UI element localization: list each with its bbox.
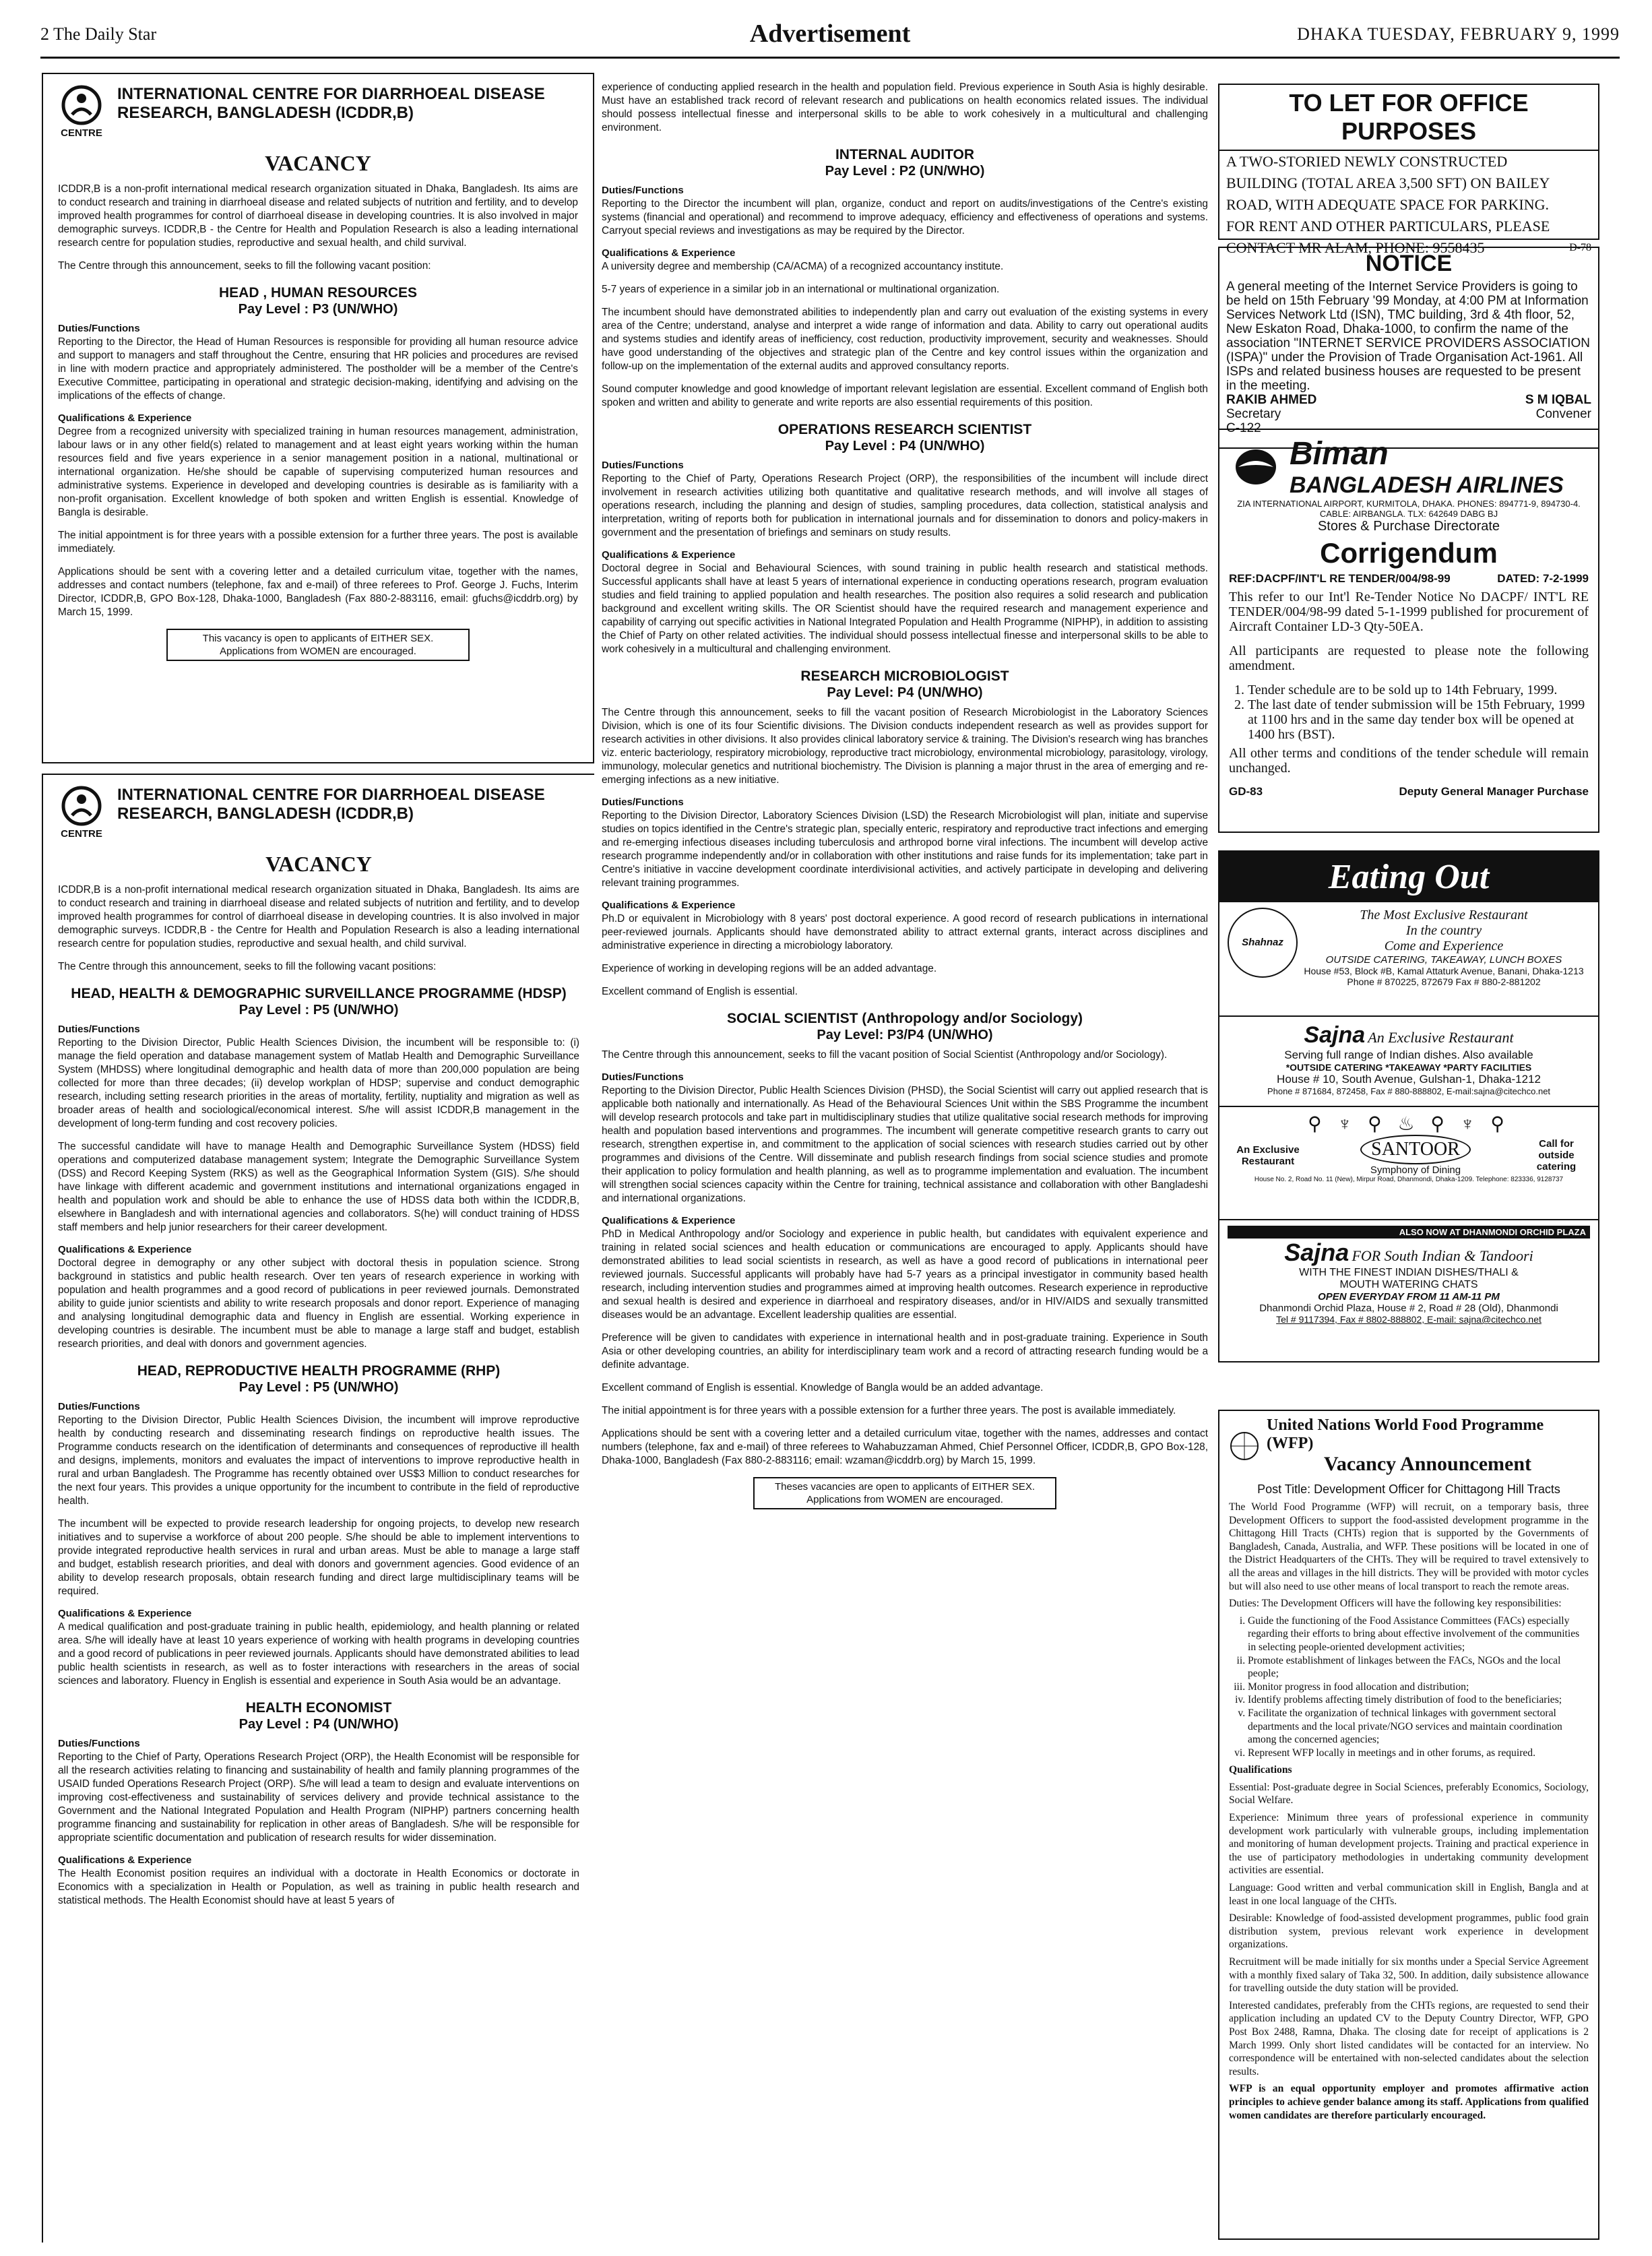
shahnaz-logo: Shahnaz xyxy=(1228,908,1298,978)
biman-bird-icon xyxy=(1229,447,1283,487)
icddrb-logo-icon xyxy=(61,786,102,826)
wfp-apply: Interested candidates, preferably from the CHTs regions, are requested to send their application including an updated CV to the Deputy Country Director, WFP, GPO Post Box 2488, Ramna, Dhaka. The closing date for receipt of applications is 2 March 1999. Only short listed candidates will be contacted for an interview. No correspondence will be entertained with non-selected candidates about the selection results. xyxy=(1229,1999,1589,2077)
duties-text: Reporting to the Chief of Party, Operations Research Project (ORP), the Health Economist will be responsible for all the research activities relating to financing and sustainability of health and family planning programmes of the USAID funded Operations Research Project (ORP). S/he will lead a team to design and evaluate interventions on improving cost-effectiveness and sustainability of services delivery and provide technical assistance to the Government and the National Integrated Population and Health Program (NIPHP) partners concerning health programme financing and sustainability for replication in other areas of Bangladesh. S/he will be responsible for appropriate scientific documentation and publication of research results for wider dissemination. xyxy=(58,1751,579,1844)
duties-heading: Duties/Functions xyxy=(602,796,684,808)
intro-text: The Centre through this announcement, seeks to fill the vacant position of Research Microbiologist in the Laboratory Sciences Division, which is one of its four Scientific divisions. The Division conducts independent research as well as provides support for research activities in other divisions. It also provides clinical laboratory service & training. The Division's research wing has branches viz. enteric bacteriology, respiratory microbiology, reproductive tract microbiology, environmental microbiology, parasitology, virology, immunology, molecular genetics and nutritional biochemistry. The Division is planning a major thrust in the area of emerging and re-emerging infections as a new initiative. xyxy=(602,707,1208,786)
wfp-language: Language: Good written and verbal communication skill in English, Bangla and at least in one local language of the CHTs. xyxy=(1229,1882,1589,1907)
wfp-title: United Nations World Food Programme (WFP) xyxy=(1267,1416,1544,1452)
job-pay: Pay Level : P4 (UN/WHO) xyxy=(239,1717,399,1732)
wfp-experience: Experience: Minimum three years of professional experience in community development work particularly with vulnerable groups, including implementation and monitoring of human development projects. Training and practical experience in the use of participatory methodologies in undertaking community development activities are essential. xyxy=(1229,1812,1589,1877)
tolet-title: TO LET FOR OFFICE PURPOSES xyxy=(1219,85,1598,151)
equal-note: Theses vacancies are open to applicants of EITHER SEX. Applications from WOMEN are encouraged. xyxy=(753,1477,1056,1509)
vacancy-heading: VACANCY xyxy=(265,852,372,876)
job-pay: Pay Level: P4 (UN/WHO) xyxy=(827,685,983,700)
restaurant-santoor: ⚲ ♆ ⚲ ♨ ⚲ ♆ ⚲ An Exclusive Restaurant SANTOOR Symphony of Dining Call for outside catering House No. 2, Road No. 11 (New), Mirpur Road, Dhanmondi, Dhaka-1209. Telephone: 823336, 9128737 xyxy=(1219,1107,1598,1220)
wfp-qual-heading: Qualifications xyxy=(1229,1764,1292,1776)
job-title: HEAD, REPRODUCTIVE HEALTH PROGRAMME (RHP) xyxy=(137,1363,501,1379)
quals-text: A medical qualification and post-graduate training in public health, epidemiology, and health planning or related area. S/he will ideally have at least 10 years experience of working with health programs in developing countries and a good record of publications in peer reviewed journals. Applicants should have demonstrated abilities to lead public health scientists in research, as well as to foster interactions with researchers in the areas of social sciences and laboratory. Fluency in English is essential and experience in South Asia would be an advantage. xyxy=(58,1621,579,1687)
biman-p3: All other terms and conditions of the tender schedule will remain unchanged. xyxy=(1229,746,1589,776)
org-name: INTERNATIONAL CENTRE FOR DIARRHOEAL DISEASE RESEARCH, BANGLADESH (ICDDR,B) xyxy=(117,85,545,122)
quals-text: Doctoral degree in demography or any other subject with doctoral thesis in population science. Strong background in statistics and public health research. Over ten years of research experience in working with population and health programmes and a good record of publications in peer reviewed journals. Demonstrated ability to guide junior scientists and ability to write research proposals and donor report. Experience of managing and analysing longitudinal demographic data and fluency in English are essential. Working experience in developing countries is desirable. The incumbent must be able to manage a large staff and budget, establish research priorities, and deal with donors and government agencies. xyxy=(58,1257,579,1350)
term-text: The initial appointment is for three years with a possible extension for a further three years. The post is available immediately. xyxy=(58,530,578,555)
page-header xyxy=(40,19,1620,59)
org-intro: ICDDR,B is a non-profit international medical research organization situated in Dhaka, Bangladesh. Its aims are to conduct research and training in diarrhoeal disease and related subjects of nutrition and fertility, and to develop improved health programmes for control of diarrhoeal disease in developing countries. It is also involved in major demographic surveys. ICDDR,B - the Centre for Health and Population Research is also a leading international research centre for population studies, reproductive and sexual health, and child survival. xyxy=(58,884,579,949)
job-pay: Pay Level : P4 (UN/WHO) xyxy=(825,439,985,453)
quals-text: Sound computer knowledge and good knowledge of important relevant legislation are essential. Excellent command of English both spoken and written and ability to generate and write reports are also essential requirements of this position. xyxy=(602,383,1208,408)
un-emblem-icon xyxy=(1229,1431,1260,1462)
duties-text: Reporting to the Division Director, Laboratory Sciences Division (LSD) the Research Microbiologist will plan, initiate and supervise studies on topics identified in the Centre's strategic plan, specially enteric, respiratory and reproductive tract infections and emerging and re-emerging infectious diseases including tuberculosis and arthropod borne viral infections. The incumbent will develop active research programme independently and/or in collaboration with other institutions and raise funds for its implementation; take part in Centre's initiative in vaccine development coordinate interdivisional activities, and actively participate in developing and delivering relevant training programmes. xyxy=(602,810,1208,889)
continued-text: experience of conducting applied research in the health and population field. Previous experience in South Asia is highly desirable. Must have an established track record of relevant research and publications on health economics related issues. The individual should possess intellectual finesse and interpersonal skills to be able to work cohesively in a multicultural and challenging environment. xyxy=(602,82,1208,133)
restaurant-shahnaz: Shahnaz The Most Exclusive Restaurant In the country Come and Experience OUTSIDE CATERING, TAKEAWAY, LUNCH BOXES House #53, Block #B, Kamal Attaturk Avenue, Banani, Dhaka-1213 Phone # 870225, 872679 Fax # 880-2-881202 xyxy=(1219,902,1598,1017)
duties-text: The successful candidate will have to manage Health and Demographic Surveillance System (HDSS) field operations and computerized database management system; Integrate the Demographic Surveillance System (DSS) and Record Keeping System (RKS) as well as the Geographical Information System (GIS). S/he should have linkage with different academic and government institutions and international organizations engaged in health and population work and should be able to enhance the use of HDSS data both within the ICDDR,B, elsewhere in Bangladesh and with international agencies and collaborators. S(he) will conduct training of HDSS staff members and help junior researchers for their career development. xyxy=(58,1141,579,1233)
job-pay: Pay Level: P3/P4 (UN/WHO) xyxy=(817,1028,993,1042)
quals-text: Doctoral degree in Social and Behavioural Sciences, with sound training in public health research and statistical methods. Successful applicants shall have at least 5 years of international experience in conducting operations research, program evaluation studies and field training to applied population and health researches. The position also requires a solid research and publication background and excellent writing skills. The OR Scientist should have the required research and management experience and capability of carrying out specific activities in National Integrated Population and Health Programme (NIPHP), in addition to assisting the Chief of Party on other related activities. The individual should possess intellectual finesse and interpersonal skills to be able to work cohesively in a multicultural and challenging environment. xyxy=(602,563,1208,655)
quals-heading: Qualifications & Experience xyxy=(58,1244,192,1255)
santoor-logo: SANTOOR xyxy=(1360,1135,1471,1164)
wfp-equal-opportunity: WFP is an equal opportunity employer and promotes affirmative action principles to achieve gender balance among its staff. Applications from qualified women candidates are therefore particularly encouraged. xyxy=(1229,2083,1589,2121)
tolet-line: FOR RENT AND OTHER PARTICULARS, PLEASE xyxy=(1226,218,1550,234)
quals-text: PhD in Medical Anthropology and/or Sociology and experience in public health, but candidates with equivalent experience and training in related social sciences and health education or communications are encouraged to apply. Applicants should have demonstrated abilities to lead social scientists in research, as well as have a good record of publications in international peer reviewed journals. Successful applicants will probably have had 5-7 years as a principal investigator in community based health research, including intervention studies and programmes aimed at improving health outcomes. Research experience in reproductive and sexual health is desired and experience in diarrhoeal and respiratory diseases, and/or in HIV/AIDS and sexually transmitted diseases would be an advantage. Excellent leadership qualities are essential. xyxy=(602,1228,1208,1321)
wfp-duties: Duties: The Development Officers will have the following key responsibilities: xyxy=(1229,1598,1562,1610)
announce: The Centre through this announcement, seeks to fill the following vacant position: xyxy=(58,260,431,272)
tolet-line: A TWO-STORIED NEWLY CONSTRUCTED xyxy=(1226,153,1508,170)
apply-text: Applications should be sent with a covering letter and a detailed curriculum vitae, together with the names, addresses and contact numbers (telephone, fax and e-mail) of three referees to Prof. George J. Fuchs, Interim Director, ICDDR,B, GPO Box-128, Dhaka-1000, Bangladesh (Fax 880-2-883116, email: gfuchs@icddrb.org) by March 15, 1999. xyxy=(58,566,578,618)
duties-text: The incumbent will be expected to provide research leadership for ongoing projects, to develop new research initiatives and to supervise a workforce of about 200 people. S/he should be able to implement interventions to provide integrated reproductive health services in rural and urban areas. Must be able to manage a large staff and budget, establish research priorities, and deal with donors and government agencies. Good evidence of an ability to develop research proposals, obtain research funding and direct large multidisciplinary teams will be required. xyxy=(58,1518,579,1597)
notice-sign: Secretary Convener xyxy=(1226,407,1591,421)
icddrb-ad-hr xyxy=(42,73,594,763)
apply-text: Applications should be sent with a covering letter and a detailed curriculum vitae, together with the names, addresses and contact numbers (telephone, fax and e-mail) of three referees to Wahabuzzaman Ahmed, Chief Personnel Officer, ICDDR,B, GPO Box-128, Dhaka-1000, Bangladesh (Fax 880-2-883116; email: wzaman@icddrb.org) by March 15, 1999. xyxy=(602,1428,1208,1466)
biman-dir: Stores & Purchase Directorate xyxy=(1317,519,1500,534)
quals-heading: Qualifications & Experience xyxy=(58,1608,192,1619)
quals-heading: Qualifications & Experience xyxy=(602,549,736,561)
duties-heading: Duties/Functions xyxy=(58,323,140,334)
eating-out-ad xyxy=(1218,850,1599,1362)
wfp-essential: Essential: Post-graduate degree in Social Sciences, preferably Economics, Sociology, Social Welfare. xyxy=(1229,1781,1589,1807)
biman-item: 2. The last date of tender submission will be 15th February, 1999 at 1100 hrs and in the same day tender box will be opened at 1400 hrs (BST). xyxy=(1248,697,1589,742)
biman-addr: ZIA INTERNATIONAL AIRPORT, KURMITOLA, DHAKA. PHONES: 894771-9, 894730-4. xyxy=(1237,499,1581,509)
duties-heading: Duties/Functions xyxy=(602,460,684,471)
duties-heading: Duties/Functions xyxy=(58,1738,140,1749)
job-pay: Pay Level : P5 (UN/WHO) xyxy=(239,1003,399,1017)
announce: The Centre through this announcement, seeks to fill the following vacant positions: xyxy=(58,961,437,972)
icddrb-ad-column2 xyxy=(602,81,1208,2237)
duties-heading: Duties/Functions xyxy=(602,1071,684,1083)
job-pay: Pay Level : P3 (UN/WHO) xyxy=(238,302,398,317)
page-number: 2 The Daily Star xyxy=(40,24,157,44)
job-title: RESEARCH MICROBIOLOGIST xyxy=(800,668,1009,684)
icddrb-logo-icon xyxy=(61,85,102,125)
notice-body: A general meeting of the Internet Service Providers is going to be held on 15th February '99 Monday, at 4:00 PM at Information Services Network Ltd (ISN), TMC building, 3rd & 4th floor, 52, New Eskaton Road, Dhaka-1000, to confirm the name of the association "INTERNET SERVICE PROVIDERS ASSOCIATION (ISPA)" under the Provision of Trade Organisation Act-1961. All ISPs and related business houses are requested to be present in the meeting. xyxy=(1226,280,1590,393)
job-title: HEAD , HUMAN RESOURCES xyxy=(218,285,418,301)
biman-item: 1. Tender schedule are to be sold up to 14th February, 1999. xyxy=(1248,683,1589,697)
wfp-intro: The World Food Programme (WFP) will recruit, on a temporary basis, three Development Officers to support the food-assisted development programme in the Chittagong Hill Tracts (CHTs) region that is supported by the Governments of Bangladesh, Canada, Australia, and WFP. These positions will be located in one of the District Headquarters of the CHTs. They will be required to travel extensively to all the areas and villages in the hill districts. They will be provided with motor cycles but will also need to use other means of local transport to reach the remote areas. xyxy=(1229,1501,1589,1592)
tolet-line: CONTACT MR ALAM, PHONE: 9558435 D-78 xyxy=(1226,239,1591,256)
job-title: SOCIAL SCIENTIST (Anthropology and/or Sociology) xyxy=(726,1011,1083,1026)
notice-ad xyxy=(1218,247,1599,449)
org-intro: ICDDR,B is a non-profit international medical research organization situated in Dhaka, Bangladesh. Its aims are to conduct research and training in diarrhoeal disease and related subjects of nutrition and fertility, and to develop improved health programmes for control of diarrhoeal disease in developing countries. It is also involved in major demographic surveys. ICDDR,B - the Centre for Health and Population Research is also a leading international research centre for population studies, reproductive and sexual health, and child survival. xyxy=(58,183,578,249)
wfp-duty: iv. Identify problems affecting timely distribution of food to the beneficiaries; xyxy=(1248,1693,1589,1707)
wfp-duty: iii. Monitor progress in food allocation and distribution; xyxy=(1248,1681,1589,1694)
pref-text: Preference will be given to candidates with experience in international health and in post-graduate training. Experience in South Asia or other developing countries, an ability for interdisciplinary team work and a record of attracting research funding would be a definite advantage. xyxy=(602,1332,1208,1371)
restaurant-sajna-dhanmondi: ALSO NOW AT DHANMONDI ORCHID PLAZA Sajna FOR South Indian & Tandoori WITH THE FINEST INDIAN DISHES/THALI & MOUTH WATERING CHATS OPEN EVERYDAY FROM 11 AM-11 PM Dhanmondi Orchid Plaza, House # 2, Road # 28 (Old), Dhanmondi Tel # 9117394, Fax # 8802-888802, E-mail: sajna@citechco.net xyxy=(1219,1220,1598,1330)
notice-sign: RAKIB AHMED S M IQBAL xyxy=(1226,393,1591,407)
vacancy-heading: VACANCY xyxy=(265,151,371,175)
job-pay: Pay Level : P5 (UN/WHO) xyxy=(239,1380,399,1395)
duties-heading: Duties/Functions xyxy=(602,185,684,196)
quals-heading: Qualifications & Experience xyxy=(602,900,736,911)
quals-heading: Qualifications & Experience xyxy=(602,247,736,259)
wfp-recruitment: Recruitment will be made initially for six months under a Special Service Agreement with a monthly fixed salary of Taka 32, 500. In addition, daily subsistence allowance for travelling outside the duty station will be provided. xyxy=(1229,1956,1589,1995)
quals-text: The Health Economist position requires an individual with a doctorate in Health Economics or doctorate in Economics with a specialization in Health or Population, as well as training in public health research and statistical methods. The Health Economist should have at least 5 years of xyxy=(58,1868,579,1906)
equal-note: This vacancy is open to applicants of EITHER SEX. Applications from WOMEN are encouraged. xyxy=(166,629,470,661)
quals-text: The incumbent should have demonstrated abilities to independently plan and carry out evaluation of the existing systems in every area of the Centre; understand, analyse and interpret a wide range of information and data. Ability to carry out operational audits and systems studies and identify areas of inefficiency, cost reduction, productivity improvement, security and weaknesses. Should have good understanding of the objectives and strategic plan of the Centre and key control issues within the organization and follow-up on the implementation of the external audits and approved consultancy reports. xyxy=(602,307,1208,372)
job-title: HEALTH ECONOMIST xyxy=(245,1700,392,1716)
quals-text: Experience of working in developing regions will be an added advantage. xyxy=(602,963,937,974)
page-date: DHAKA TUESDAY, FEBRUARY 9, 1999 xyxy=(1297,24,1620,44)
restaurant-sajna: Sajna An Exclusive Restaurant Serving full range of Indian dishes. Also available *OUTSIDE CATERING *TAKEAWAY *PARTY FACILITIES House # 10, South Avenue, Gulshan-1, Dhaka-1212 Phone # 871684, 872458, Fax # 880-888802, E-mail:sajna@citechco.net xyxy=(1219,1017,1598,1107)
wfp-duty: ii. Promote establishment of linkages between the FACs, NGOs and the local people; xyxy=(1248,1654,1589,1681)
wfp-subtitle: Vacancy Announcement xyxy=(1323,1453,1532,1475)
biman-footer: GD-83 Deputy General Manager Purchase xyxy=(1229,785,1589,798)
quals-text: Degree from a recognized university with specialized training in human resources management, administration, labour laws or in any other field(s) related to management and at least eight years working within the human resources field and five years experience in a senior management position in a national, multinational or international organization. He/she should be capable of supervising computerized human resources and administrative systems. Experience in developed and developing countries is desirable as is familiarity with a non-profit organisation. Excellent knowledge of both spoken and written English is essential. Knowledge of Bangla is desirable. xyxy=(58,426,578,518)
wfp-duty: i. Guide the functioning of the Food Assistance Committees (FACs) especially regarding their efforts to bring about effective involvement of the communities in selecting people-oriented development activities; xyxy=(1248,1615,1589,1654)
org-name: INTERNATIONAL CENTRE FOR DIARRHOEAL DISEASE RESEARCH, BANGLADESH (ICDDR,B) xyxy=(117,786,545,823)
tolet-line: BUILDING (TOTAL AREA 3,500 SFT) ON BAILEY xyxy=(1226,175,1550,191)
notice-ref: C-122 xyxy=(1226,421,1261,435)
page-title: Advertisement xyxy=(749,20,911,48)
job-pay: Pay Level : P2 (UN/WHO) xyxy=(825,164,985,179)
icddrb-logo: CENTRE xyxy=(58,786,105,846)
quals-heading: Qualifications & Experience xyxy=(602,1215,736,1226)
wfp-ad xyxy=(1218,1410,1599,2240)
job-title: HEAD, HEALTH & DEMOGRAPHIC SURVEILLANCE PROGRAMME (HDSP) xyxy=(71,986,567,1001)
notice-title: NOTICE xyxy=(1365,251,1453,276)
tolet-ad xyxy=(1218,84,1599,256)
biman-ad xyxy=(1218,429,1599,833)
wfp-post: Post Title: Development Officer for Chittagong Hill Tracts xyxy=(1257,1482,1560,1496)
biman-brand2: BANGLADESH AIRLINES xyxy=(1290,472,1564,498)
biman-p1: This refer to our Int'l Re-Tender Notice No DACPF/ INT'L RE TENDER/004/98-99 dated 5-1-1999 published for procurement of Aircraft Container LD-3 Qty-50EA. xyxy=(1229,590,1589,634)
icddrb-ad-main xyxy=(42,774,594,2243)
quals-text: 5-7 years of experience in a similar job in an international or multinational organization. xyxy=(602,284,1000,295)
tolet-line: ROAD, WITH ADEQUATE SPACE FOR PARKING. xyxy=(1226,196,1549,213)
duties-text: Reporting to the Director, the Head of Human Resources is responsible for providing all human resource advice and support to managers and staff throughout the Centre, ensuring that HR policies and procedures are revised in line with modern practice and appropriately administered. The postholder will be a member of the Centre's Executive Committee, participating in operational and strategic decision-making, identifying and advising on the implications of the effects of change. xyxy=(58,336,578,402)
intro-text: The Centre through this announcement, seeks to fill the vacant position of Social Scientist (Anthropology and/or Sociology). xyxy=(602,1049,1168,1061)
job-title: INTERNAL AUDITOR xyxy=(835,147,975,162)
quals-heading: Qualifications & Experience xyxy=(58,412,192,424)
wfp-duty: vi. Represent WFP locally in meetings and in other forums, as required. xyxy=(1248,1747,1589,1760)
duties-text: Reporting to the Chief of Party, Operations Research Project (ORP), the responsibilities of the incumbent will include direct involvement in research activities utilizing both quantitative and qualitative research methods, and will involve all stages of operations research, including the planning and design of studies, sampling procedures, data collection, statistical analysis and interpretation, writing of reports both for publication in international journals and for dissemination to donors and policy-makers in government and the presentation of briefings and seminars on study results. xyxy=(602,473,1208,538)
icddrb-logo: CENTRE xyxy=(58,85,105,146)
duties-text: Reporting to the Director the incumbent will plan, organize, conduct and report on audits/investigations of the Centre's existing systems (financial and operational) and recommend to improve adequacy, efficiency and effectiveness of operations and systems. Carryout special reviews and investigations as may be required by the Director. xyxy=(602,198,1208,237)
quals-text: A university degree and membership (CA/ACMA) of a recognized accountancy institute. xyxy=(602,261,1004,272)
biman-brand: Biman xyxy=(1290,436,1389,472)
duties-heading: Duties/Functions xyxy=(58,1401,140,1412)
biman-addr: CABLE: AIRBANGLA. TLX: 642649 DABG BJ xyxy=(1319,509,1498,519)
quals-text: Excellent command of English is essential. xyxy=(602,986,798,997)
biman-ref: REF:DACPF/INT'L RE TENDER/004/98-99 DATED: 7-2-1999 xyxy=(1229,572,1589,585)
term-text: The initial appointment is for three years with a possible extension for a further three years. The post is available immediately. xyxy=(602,1405,1176,1416)
duties-text: Reporting to the Division Director, Public Health Sciences Division, the incumbent will improve reproductive health by conducting research and disseminating research findings on reproductive health issues. The Programme conducts research on the identification of determinants and consequences of reproductive ill health and designs, implements, monitors and evaluates the impact of interventions to improve reproductive health in rural and urban Bangladesh. The Programme has recently obtained over US$3 Million to conduct researches for the next four years. This provides a unique opportunity for the incumbent to contribute in the field of reproductive health. xyxy=(58,1414,579,1507)
job-title: OPERATIONS RESEARCH SCIENTIST xyxy=(777,422,1032,437)
duties-heading: Duties/Functions xyxy=(58,1024,140,1035)
lang-text: Excellent command of English is essential. Knowledge of Bangla would be an added advantage. xyxy=(602,1382,1044,1393)
wfp-desirable: Desirable: Knowledge of food-assisted development programmes, public food grain distribution system, previous relevant work experience in development organizations. xyxy=(1229,1912,1589,1951)
quals-heading: Qualifications & Experience xyxy=(58,1854,192,1866)
biman-p2: All participants are requested to please note the following amendment. xyxy=(1229,644,1589,673)
utensil-icons: ⚲ ♆ ⚲ ♨ ⚲ ♆ ⚲ xyxy=(1308,1113,1510,1134)
duties-text: Reporting to the Division Director, Public Health Sciences Division, the incumbent will be responsible to: (i) manage the field operation and database management system of Matlab Health and Demographic Surveillance System (MHDSS) where longitudinal demographic and health data of more than 200,000 population are being collected for more than three decades; (ii) develop workplan of HDSP; supervise and conduct demographic research, including setting research priorities in the areas of mortality, fertility, nuptiality and migration as well as broader areas of health and sociological/economical interest. S/he will assist ICDDR,B management in the development of long-term funding and cost recovery policies. xyxy=(58,1037,579,1129)
duties-text: Reporting to the Division Director, Public Health Sciences Division (PHSD), the Social Scientist will carry out applied research that is applicable both nationally and internationally. As Head of the Behavioural Sciences Unit within the SBS Programme the incumbent will develop research protocols and take part in multidisciplinary studies that utilize qualitative social research methods for improving health and population based interventions and programmes. The incumbent will generate competitive research grants to carry out research, strengthen expertise in, and commitment to the application of social sciences with research studies carried out by other programmes and divisions of the Centre. Will disseminate and publish research findings from social science studies and promote their application to policy formulation and health planning, as well as to programme implementation and evaluation. The incumbent will strengthen social sciences capacity within the Centre for training, technical assistance and collaboration with other Bangladeshi and international organizations. xyxy=(602,1085,1208,1204)
wfp-duty: v. Facilitate the organization of technical linkages with government sectoral departments and the local private/NGO services and maintain coordination among the concerned agencies; xyxy=(1248,1707,1589,1747)
biman-corrigendum: Corrigendum xyxy=(1320,537,1498,569)
eating-out-title: Eating Out xyxy=(1219,852,1598,902)
quals-text: Ph.D or equivalent in Microbiology with 8 years' post doctoral experience. A good record of research publications in international peer-reviewed journals. Applicants should have demonstrated ability to attract external grants, interact across disciplines and administrative experience in directing a microbiology laboratory. xyxy=(602,913,1208,951)
